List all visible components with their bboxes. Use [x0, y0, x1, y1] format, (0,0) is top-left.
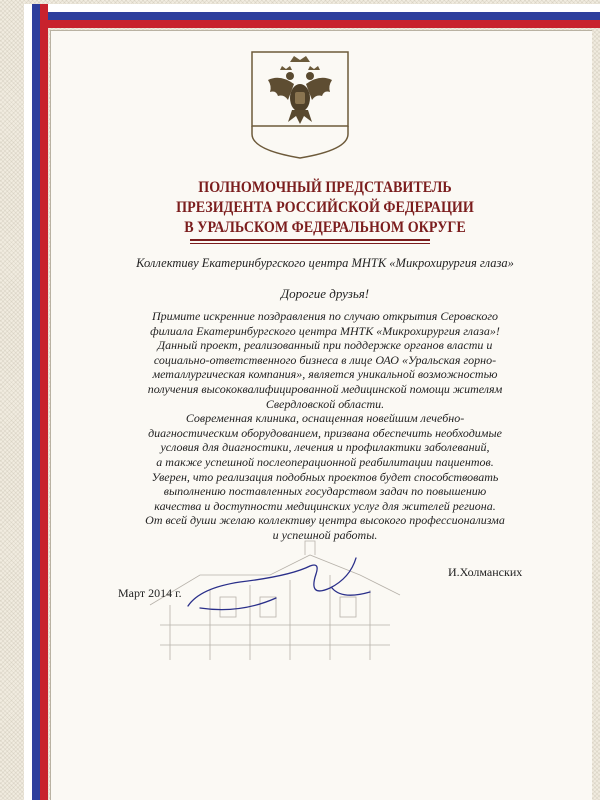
body-line: Данный проект, реализованный при поддержке органов власти и [157, 338, 493, 353]
body-line: Свердловской области. [265, 396, 385, 411]
heading-rule-bottom [190, 243, 430, 244]
body-line: Примите искренние поздравления по случаю открытия Серовского [151, 309, 499, 323]
body-line: и успешной работы. [272, 527, 378, 542]
flag-stripe-white-top [48, 4, 600, 12]
heading-line: В УРАЛЬСКОМ ФЕДЕРАЛЬНОМ ОКРУГЕ [184, 219, 466, 236]
heading-line: ПРЕЗИДЕНТА РОССИЙСКОЙ ФЕДЕРАЦИИ [176, 199, 474, 216]
body-line: Современная клиника, оснащенная новейшим лечебно- [185, 411, 465, 426]
flag-stripe-blue-top [48, 12, 600, 20]
flag-stripe-white-left [24, 4, 32, 800]
body-line: условия для диагностики, лечения и профилактики заболеваний, [160, 440, 490, 455]
body-line: Уверен, что реализация подобных проектов будет способствовать [151, 469, 499, 484]
body-line: филиала Екатеринбургского центра МНТК «Микрохирургия глаза»! [150, 323, 500, 338]
flag-stripe-blue-left [32, 4, 40, 800]
body-line: получения высококвалифицированной медицинской помощи жителям [147, 381, 503, 396]
signature-mark [180, 548, 380, 618]
letter-body [96, 309, 554, 543]
letter-date: Март 2014 г. [118, 586, 182, 600]
body-line: диагностическим оборудованием, призвана обеспечить необходимые [148, 425, 502, 440]
heading-rule-top [190, 239, 430, 241]
body-line: выполнению поставленных государством задач по повышению [163, 484, 487, 499]
body-line: От всей души желаю коллективу центра высокого профессионализма [145, 513, 505, 528]
heading-line: ПОЛНОМОЧНЫЙ ПРЕДСТАВИТЕЛЬ [198, 179, 452, 196]
body-line: металлургическая компания», является уникальной возможностью [152, 367, 498, 382]
body-line: а также успешной послеоперационной реабилитации пациентов. [156, 454, 494, 469]
flag-stripe-red-top [48, 20, 600, 28]
greeting: Дорогие друзья! [280, 286, 370, 301]
signer-name: И.Холманских [448, 565, 523, 579]
body-line: качества и доступности медицинских услуг для жителей региона. [154, 498, 496, 513]
coat-of-arms-icon [250, 50, 350, 160]
addressee: Коллективу Екатеринбургского центра МНТК «Микрохирургия глаза» [136, 256, 514, 270]
body-line: социально-ответственного бизнеса в лице ОАО «Уральская горно- [153, 352, 497, 367]
flag-stripe-red-left [40, 4, 48, 800]
letter-heading [83, 178, 567, 238]
